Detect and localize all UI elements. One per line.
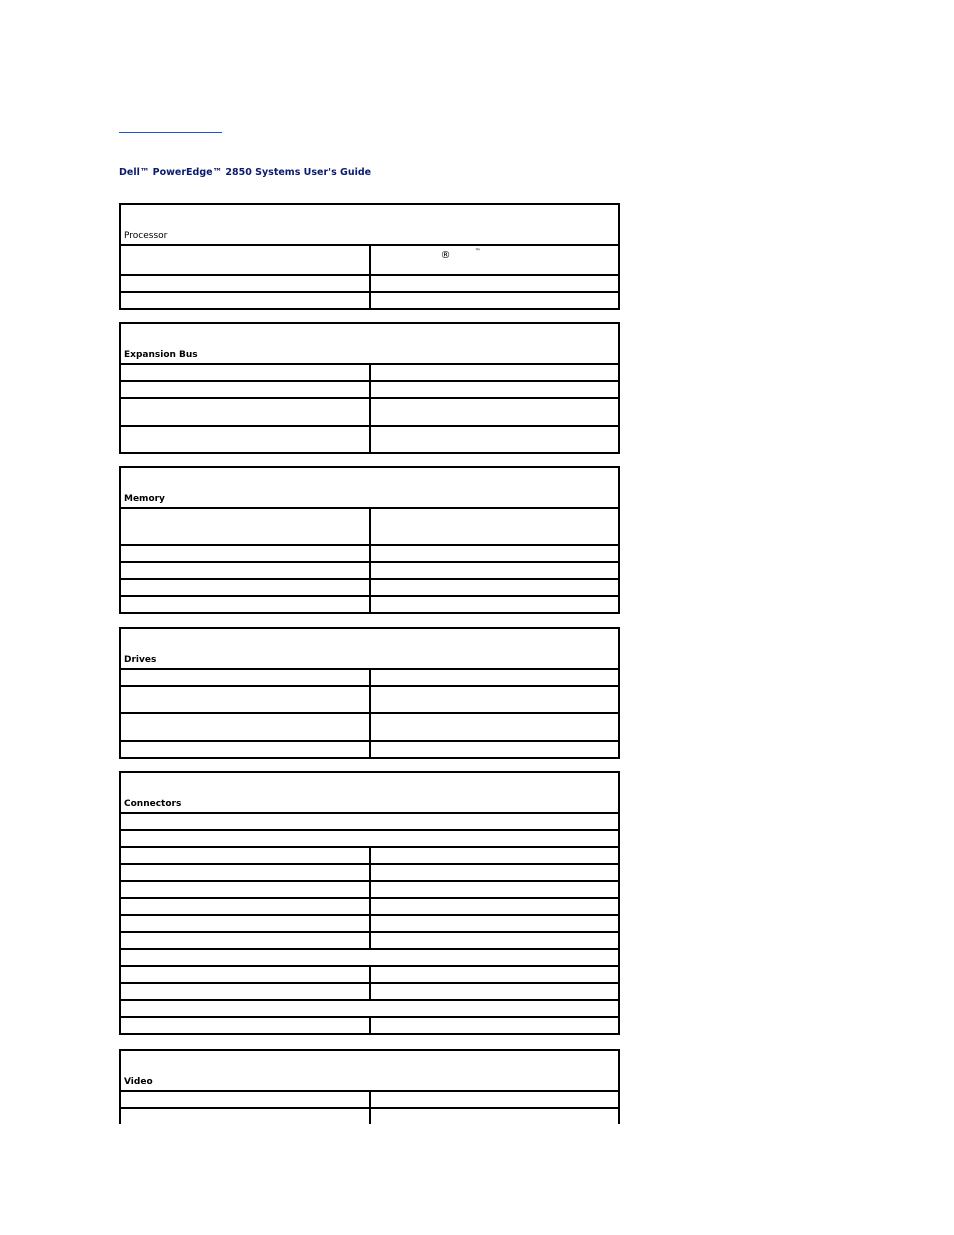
table-cell [370,364,620,381]
section-heading [120,323,619,364]
table-cell [120,364,370,381]
table-cell [120,669,370,686]
table-cell [120,864,370,881]
table-cell [120,983,370,1000]
table-cell [370,245,620,275]
table-cell [120,813,619,830]
video-heading: Video [124,1077,153,1087]
table-cell [370,864,620,881]
processor-heading: Processor [124,231,168,241]
trademark-mark: ™ [474,248,481,255]
table-cell [370,292,620,309]
memory-heading: Memory [124,494,165,504]
table-cell [370,741,620,758]
table-cell [120,932,370,949]
memory-table [119,466,620,614]
table-cell [370,1017,620,1034]
table-cell [120,847,370,864]
table-cell [120,245,370,275]
table-cell [120,1017,370,1034]
table-cell [120,545,370,562]
table-cell [120,915,370,932]
table-cell [370,966,620,983]
drives-heading: Drives [124,655,157,665]
table-cell [370,881,620,898]
table-cell [370,915,620,932]
section-heading [120,1050,619,1091]
table-cell [120,508,370,545]
table-cell [370,713,620,741]
table-cell [120,275,370,292]
table-cell [370,847,620,864]
processor-table [119,203,620,310]
back-to-contents-link[interactable] [119,118,222,133]
table-cell [120,830,619,847]
table-cell [120,1108,370,1124]
expansion-bus-heading: Expansion Bus [124,350,198,360]
table-cell [370,545,620,562]
expansion-bus-table [119,322,620,454]
table-cell [370,275,620,292]
table-cell [370,686,620,713]
table-cell [120,426,370,453]
table-cell [120,881,370,898]
table-cell [370,579,620,596]
connectors-table [119,771,620,1035]
table-cell [370,381,620,398]
table-cell [120,292,370,309]
table-cell [370,1091,620,1108]
section-heading [120,628,619,669]
table-cell [120,686,370,713]
table-cell [370,932,620,949]
table-cell [120,381,370,398]
table-cell [120,949,619,966]
table-cell [120,596,370,613]
registered-mark: ® [440,250,451,261]
drives-table [119,627,620,759]
table-cell [120,713,370,741]
table-cell [370,508,620,545]
page-title: Dell™ PowerEdge™ 2850 Systems User's Guide [119,167,372,178]
table-cell [120,1091,370,1108]
table-cell [370,1108,620,1124]
table-cell [370,426,620,453]
table-cell [120,398,370,426]
video-table [119,1049,620,1124]
connectors-heading: Connectors [124,799,182,809]
section-heading [120,772,619,813]
section-heading [120,467,619,508]
table-cell [370,983,620,1000]
table-cell [120,579,370,596]
table-cell [120,966,370,983]
table-cell [370,596,620,613]
table-cell [120,562,370,579]
table-cell [120,1000,619,1017]
table-cell [370,669,620,686]
table-cell [370,898,620,915]
table-cell [120,741,370,758]
table-cell [120,898,370,915]
section-heading [120,204,619,245]
video-table-viewport [119,1049,620,1124]
table-cell [370,562,620,579]
table-cell [370,398,620,426]
